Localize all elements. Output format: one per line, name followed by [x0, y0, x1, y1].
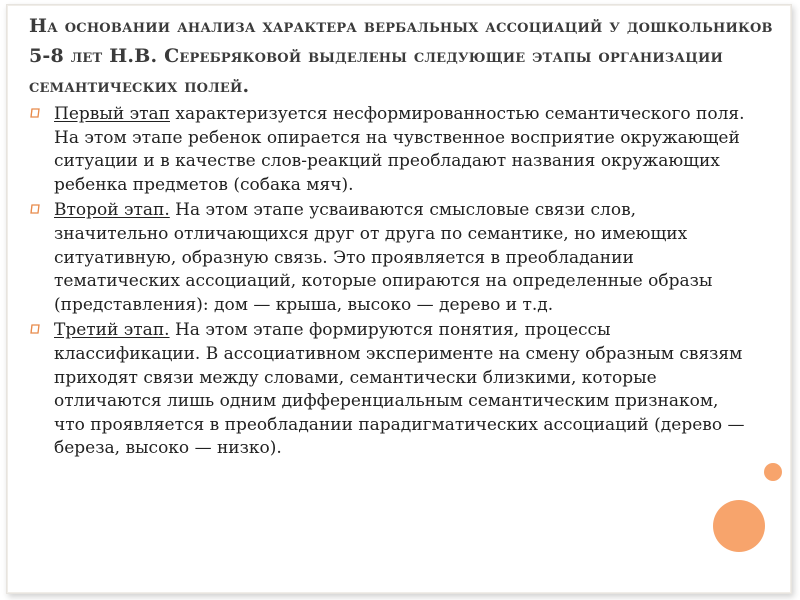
- stages-list: [29, 103, 749, 463]
- list-item-stage-3: [29, 319, 749, 461]
- decorative-circle-large: [713, 500, 765, 552]
- stage-label: Третий этап.: [54, 320, 170, 341]
- bullet-icon: [29, 203, 41, 215]
- bullet-icon: [29, 323, 41, 335]
- decorative-circle-small: [764, 463, 782, 481]
- stage-label: Второй этап.: [54, 200, 170, 221]
- bullet-icon: [29, 107, 41, 119]
- slide: [6, 4, 792, 594]
- slide-title: На основании анализа характера вербальных ассоциаций у дошкольников 5-8 лет Н.В. Серебряковой выделены следующие этапы организации семантических полей.: [29, 15, 773, 97]
- list-item-stage-1: [29, 103, 749, 197]
- stage-description: На этом этапе усваиваются смысловые связи слов, значительно отличающихся друг от друга по семантике, но имеющих ситуативную, образную связь. Это проявляется в преобладании тематических ассоциаций, которые опираются на определенные образы (представления): дом — крыша, высоко — дерево и т.д.: [54, 200, 713, 315]
- list-item-stage-2: [29, 199, 749, 317]
- stage-description: характеризуется несформированностью семантического поля. На этом этапе ребенок опирается на чувственное восприятие окружающей ситуации и в качестве слов-реакций преобладают названия окружающих ребенка предметов (собака мяч).: [54, 104, 745, 195]
- stage-label: Первый этап: [54, 104, 170, 124]
- stage-description: На этом этапе формируются понятия, процессы классификации. В ассоциативном эксперименте на смену образным связям приходят связи между словами, семантически близкими, которые отличаются лишь одним дифференциальным семантическим признаком, что проявляется в преобладании парадигматических ассоциаций (дерево — береза, высоко — низко).: [54, 320, 745, 459]
